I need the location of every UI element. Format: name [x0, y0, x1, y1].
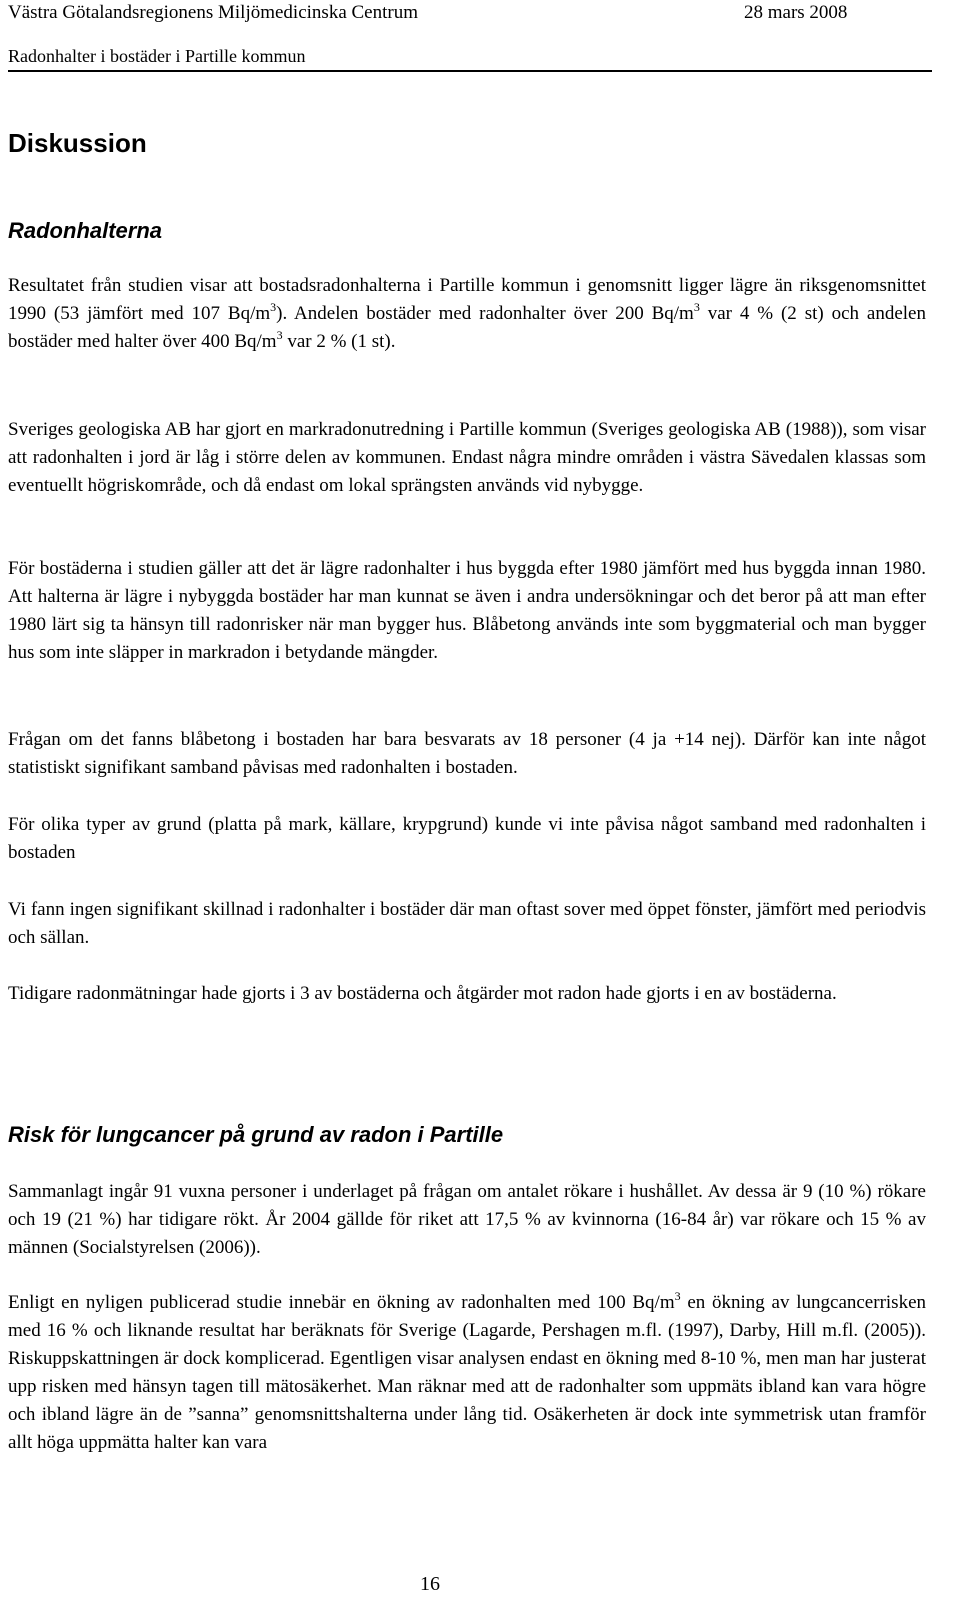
paragraph-building-year: För bostäderna i studien gäller att det är lägre radonhalter i hus byggda efter 1980 jämfört med hus byggda innan 1980. Att halterna är lägre i nybyggda bostäder har man kunnat se även i andra undersökningar och det beror på att man efter 1980 lärt sig ta hänsyn till radonrisker när man bygger hus. Blåbetong används inte som byggmaterial och man bygger hus som inte släpper in markradon i betydande mängder.	[8, 558, 926, 663]
paragraph-smokers: Sammanlagt ingår 91 vuxna personer i underlaget på frågan om antalet rökare i hushållet. Av dessa är 9 (10 %) rökare och 19 (21 %) har tidigare rökt. År 2004 gällde för riket att 17,5 % av kvinnorna (16-84 år) var rökare och 15 % av männen (Socialstyrelsen (2006)).	[8, 1181, 926, 1258]
subheading-lung-cancer-risk: Risk för lungcancer på grund av radon i Partille	[8, 1122, 504, 1147]
paragraph-foundation: För olika typer av grund (platta på mark, källare, krypgrund) kunde vi inte påvisa något samband med radonhalten i bostaden	[8, 814, 926, 863]
header-organization: Västra Götalandsregionens Miljömedicinska Centrum	[8, 2, 418, 23]
paragraph-radon-results: Resultatet från studien visar att bostadsradonhalterna i Partille kommun i genomsnitt ligger lägre än riksgenomsnittet 1990 (53 jämfört med 107 $Bq/m^3$). Andelen bostäder med radonhalter över 200 $Bq/m^3$ var 4 % (2 st) och andelen bostäder med halter över 400 $Bq/m^3$ var 2 % (1 st).	[8, 275, 926, 352]
subheading-radonhalterna: Radonhalterna	[8, 218, 163, 243]
paragraph-geology: Sveriges geologiska AB har gjort en markradonutredning i Partille kommun (Sveriges geologiska AB (1988)), som visar att radonhalten i jord är låg i större delen av kommunen. Endast några mindre områden i västra Sävedalen klassas som eventuellt högriskområde, och då endast om lokal sprängsten används vid nybygge.	[8, 419, 926, 496]
paragraph-risk-estimate: Enligt en nyligen publicerad studie innebär en ökning av radonhalten med 100 $Bq/m^3$ en ökning av lungcancerrisken med 16 % och liknande resultat har beräknats för Sverige (Lagarde, Pershagen m.fl. (1997), Darby, Hill m.fl. (2005)). Riskuppskattningen är dock komplicerad. Egentligen visar analysen endast en ökning med 8-10 %, men man har justerat upp risken med hänsyn tagen till mätosäkerhet. Man räknar med att de radonhalter som uppmäts ibland kan vara högre och ibland lägre än de ”sanna” genomsnittshalterna under lång tid. Osäkerheten är dock inte symmetrisk utan framför allt höga uppmätta halter kan vara	[8, 1289, 926, 1453]
header-date: 28 mars 2008	[744, 2, 848, 23]
section-heading-diskussion: Diskussion	[8, 128, 147, 158]
page-header	[8, 0, 932, 72]
paragraph-window-habits: Vi fann ingen signifikant skillnad i radonhalter i bostäder där man oftast sover med öppet fönster, jämfört med periodvis och sällan.	[8, 899, 926, 948]
header-report-title: Radonhalter i bostäder i Partille kommun	[8, 46, 306, 66]
paragraph-previous-measurements: Tidigare radonmätningar hade gjorts i 3 av bostäderna och åtgärder mot radon hade gjorts i en av bostäderna.	[8, 983, 837, 1004]
page-number: 16	[420, 1573, 440, 1595]
paragraph-blue-concrete: Frågan om det fanns blåbetong i bostaden har bara besvarats av 18 personer (4 ja +14 nej). Därför kan inte något statistiskt signifikant samband påvisas med radonhalten i bostaden.	[8, 729, 926, 778]
